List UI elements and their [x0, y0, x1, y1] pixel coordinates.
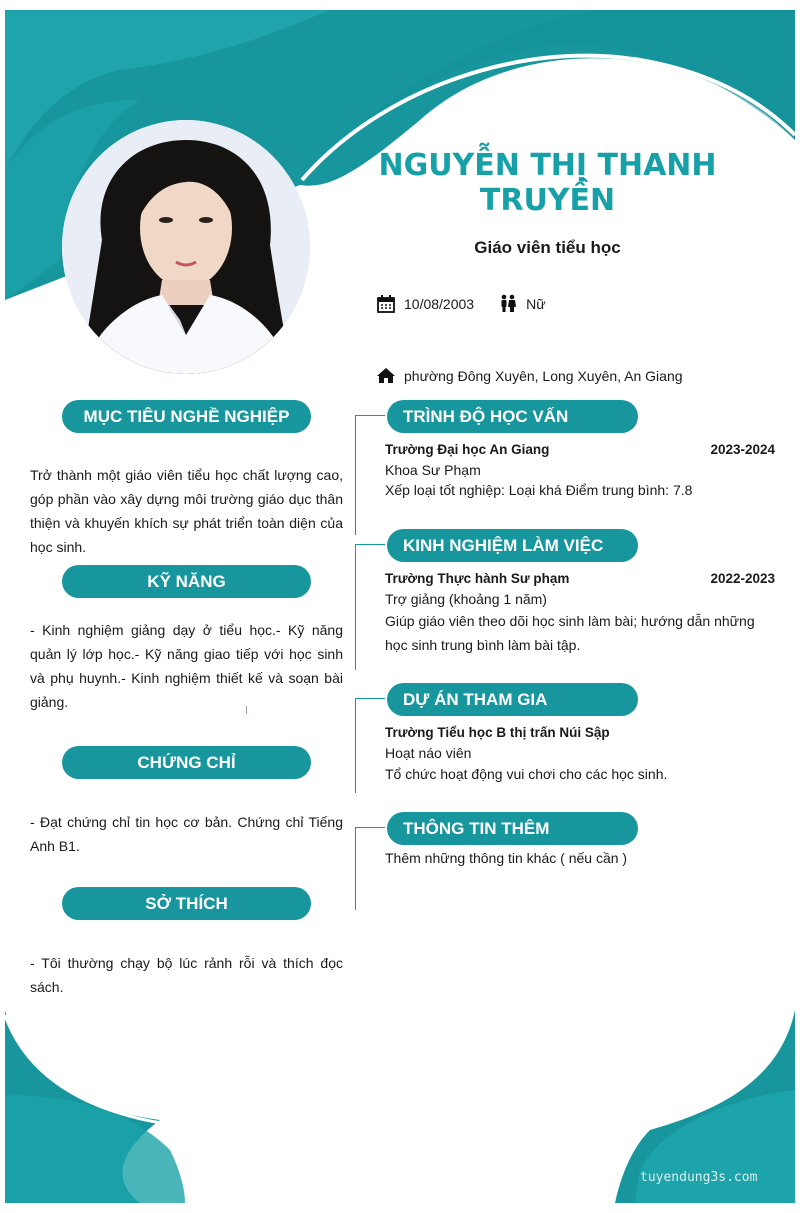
certificates-heading: CHỨNG CHỈ: [62, 746, 311, 779]
education-connector: [355, 415, 385, 416]
extra-connector: [355, 827, 385, 828]
skills-text: - Kinh nghiệm giảng dạy ở tiểu học.- Kỹ năng quản lý lớp học.- Kỹ năng giao tiếp với học sinh và phụ huynh.- Kinh nghiệm thiết kế và soạn bài giảng.: [30, 622, 343, 710]
job-title: Giáo viên tiểu học: [474, 238, 621, 257]
education-period: 2023-2024: [710, 442, 775, 457]
address: phường Đông Xuyên, Long Xuyên, An Giang: [404, 368, 683, 384]
calendar-icon: [376, 294, 396, 314]
hobbies-heading: SỞ THÍCH: [62, 887, 311, 920]
extra-entry: [385, 848, 775, 868]
watermark: tuyendung3s.com: [640, 1170, 758, 1185]
experience-description: Giúp giáo viên theo dõi học sinh làm bài; hướng dẫn những học sinh trung bình làm bài tập.: [385, 613, 755, 653]
education-heading: TRÌNH ĐỘ HỌC VẤN: [387, 400, 638, 433]
experience-company: Trường Thực hành Sư phạm: [385, 571, 570, 586]
extra-text: Thêm những thông tin khác ( nếu cần ): [385, 850, 628, 866]
project-organization: Trường Tiểu học B thị trấn Núi Sập: [385, 725, 610, 740]
projects-connector: [355, 698, 385, 699]
education-grade: Xếp loại tốt nghiệp: Loại khá Điểm trung bình: 7.8: [385, 482, 693, 498]
home-icon: [376, 366, 396, 386]
projects-heading: DỰ ÁN THAM GIA: [387, 683, 638, 716]
birth-date-row: [376, 294, 546, 314]
education-school: Trường Đại học An Giang: [385, 442, 550, 457]
extra-timeline: [355, 827, 356, 910]
education-faculty: Khoa Sư Phạm: [385, 462, 481, 478]
extra-heading: THÔNG TIN THÊM: [387, 812, 638, 845]
birth-date: 10/08/2003: [404, 296, 475, 312]
profile-photo: [62, 120, 310, 374]
experience-timeline: [355, 544, 356, 670]
experience-period: 2022-2023: [710, 571, 775, 586]
skills-heading: KỸ NĂNG: [62, 565, 311, 598]
objective-heading: MỤC TIÊU NGHỀ NGHIỆP: [62, 400, 311, 433]
divider-mark: [246, 706, 247, 714]
projects-entry: [385, 723, 775, 784]
gender: Nữ: [526, 296, 546, 312]
experience-entry: [385, 569, 775, 657]
project-role: Hoạt náo viên: [385, 745, 472, 761]
projects-timeline: [355, 698, 356, 793]
experience-connector: [355, 544, 385, 545]
education-entry: [385, 440, 775, 500]
gender-icon: [498, 294, 518, 314]
candidate-name: NGUYỄN THỊ THANH TRUYỀN: [378, 148, 717, 218]
hobbies-text: - Tôi thường chạy bộ lúc rảnh rỗi và thích đọc sách.: [30, 955, 343, 995]
project-description: Tổ chức hoạt động vui chơi cho các học sinh.: [385, 766, 668, 782]
objective-text: Trở thành một giáo viên tiểu học chất lượng cao, góp phần vào xây dựng môi trường giáo dục thân thiện và khuyến khích sự phát triển toàn diện của học sinh.: [30, 467, 343, 555]
address-row: [376, 366, 683, 386]
experience-heading: KINH NGHIỆM LÀM VIỆC: [387, 529, 638, 562]
experience-role: Trợ giảng (khoảng 1 năm): [385, 591, 547, 607]
certificates-text: - Đạt chứng chỉ tin học cơ bản. Chứng chỉ Tiếng Anh B1.: [30, 814, 343, 854]
education-timeline: [355, 415, 356, 535]
profile-photo-image: [62, 120, 310, 374]
